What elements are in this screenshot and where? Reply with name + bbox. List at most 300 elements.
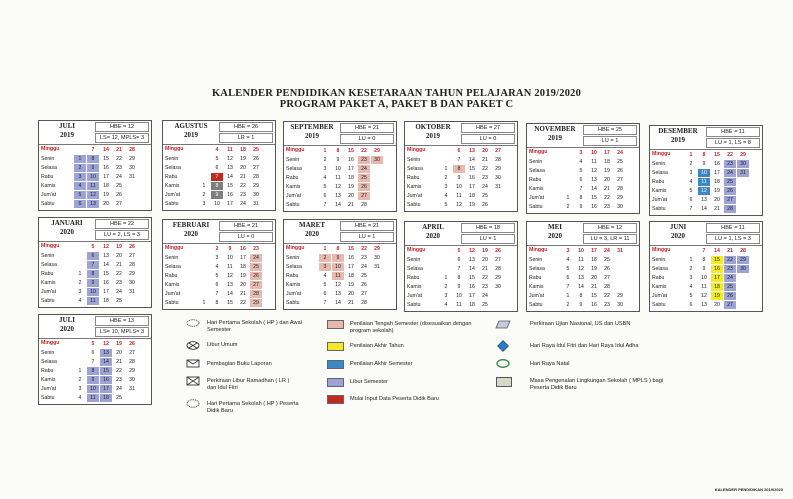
day-cell: 19 bbox=[714, 188, 720, 194]
month-info bbox=[219, 221, 273, 243]
day-cell: 31 bbox=[374, 264, 380, 270]
day-cell: 16 bbox=[103, 165, 109, 171]
day-cell: 27 bbox=[129, 253, 135, 259]
hbe-count: HBE = 21 bbox=[219, 221, 273, 231]
day-cell: 21 bbox=[116, 262, 122, 268]
day-cell: 8 bbox=[211, 182, 223, 190]
day-cell bbox=[198, 272, 210, 280]
day-cell bbox=[737, 187, 749, 195]
day-cell bbox=[126, 200, 138, 208]
day-cell: 12 bbox=[591, 168, 597, 174]
day-label: Selasa bbox=[652, 170, 668, 176]
day-cell: 22 bbox=[604, 195, 610, 201]
day-cell: 15 bbox=[591, 195, 597, 201]
day-cell bbox=[737, 178, 749, 186]
day-label: Jum'at bbox=[286, 193, 302, 199]
day-cell: 1 bbox=[202, 300, 206, 306]
day-cell: 9 bbox=[87, 164, 99, 172]
day-cell: 12 bbox=[456, 202, 462, 208]
day-cell: 17 bbox=[100, 385, 112, 393]
day-cell bbox=[126, 297, 138, 305]
day-cell bbox=[74, 261, 86, 269]
day-cell bbox=[614, 274, 626, 282]
day-cell: 22 bbox=[116, 368, 122, 374]
day-label: Jum'at bbox=[407, 293, 423, 299]
hbe-count: HBE = 12 bbox=[95, 122, 149, 132]
day-label: Jum'at bbox=[165, 291, 181, 297]
pas-swatch bbox=[327, 360, 344, 369]
week-number: 24 bbox=[617, 150, 623, 156]
day-cell: 10 bbox=[332, 263, 344, 271]
day-row bbox=[407, 274, 515, 282]
day-cell: 13 bbox=[87, 200, 99, 208]
day-cell: 12 bbox=[698, 187, 710, 195]
day-cell: 30 bbox=[129, 377, 135, 383]
day-cell bbox=[492, 192, 504, 200]
day-cell: 10 bbox=[698, 169, 710, 177]
week-number: 23 bbox=[253, 246, 259, 252]
week-number: 29 bbox=[374, 148, 380, 154]
week-number: 8 bbox=[336, 246, 340, 252]
month-info bbox=[461, 123, 515, 145]
day-cell: 28 bbox=[361, 300, 367, 306]
day-label: Sabtu bbox=[286, 202, 300, 208]
day-row bbox=[529, 194, 637, 202]
day-cell: 25 bbox=[482, 193, 488, 199]
day-cell: 25 bbox=[361, 273, 367, 279]
legend-pas: Penilaian Akhir Semester bbox=[350, 361, 413, 367]
day-cell: 27 bbox=[129, 350, 135, 356]
day-row bbox=[407, 156, 515, 164]
day-label: Kamis bbox=[407, 184, 422, 190]
week-number: 10 bbox=[591, 150, 597, 156]
day-cell: 7 bbox=[211, 173, 223, 181]
week-number: 21 bbox=[116, 147, 122, 153]
day-cell: 12 bbox=[701, 293, 707, 299]
day-cell: 24 bbox=[240, 201, 246, 207]
week-number: 27 bbox=[495, 148, 501, 154]
day-cell: 8 bbox=[579, 293, 583, 299]
hbe-count: HBE = 13 bbox=[95, 316, 149, 326]
day-row bbox=[165, 299, 273, 307]
day-label: Senin bbox=[407, 257, 421, 263]
day-cell: 26 bbox=[358, 183, 370, 191]
day-cell: 8 bbox=[87, 367, 99, 375]
day-cell bbox=[737, 301, 749, 309]
day-cell: 10 bbox=[456, 184, 462, 190]
day-cell: 13 bbox=[701, 197, 707, 203]
day-label: Selasa bbox=[41, 359, 57, 365]
page-title: KALENDER PENDIDIKAN KESETARAAN TAHUN PELAJARAN 2019/2020 bbox=[211, 88, 582, 99]
day-cell: 4 bbox=[323, 273, 327, 279]
day-label: Rabu bbox=[286, 175, 299, 181]
week-number: 25 bbox=[253, 147, 259, 153]
day-cell bbox=[74, 358, 86, 366]
day-cell: 27 bbox=[724, 301, 736, 309]
week-number: 26 bbox=[129, 341, 135, 347]
day-cell: 25 bbox=[250, 263, 262, 271]
calendar-maret-2020 bbox=[283, 219, 397, 310]
day-cell: 10 bbox=[87, 173, 99, 181]
day-cell: 1 bbox=[78, 368, 82, 374]
day-cell: 15 bbox=[103, 156, 109, 162]
day-cell: 28 bbox=[129, 359, 135, 365]
day-cell: 30 bbox=[617, 302, 623, 308]
day-cell: 16 bbox=[227, 192, 233, 198]
day-label: Sabtu bbox=[165, 300, 179, 306]
day-row bbox=[41, 367, 149, 375]
week-number: 13 bbox=[469, 148, 475, 154]
day-cell: 20 bbox=[714, 197, 720, 203]
day-cell: 24 bbox=[724, 274, 736, 282]
day-row bbox=[41, 270, 149, 278]
day-cell bbox=[198, 164, 210, 172]
week-number: 28 bbox=[740, 248, 746, 254]
week-label: Minggu bbox=[407, 247, 426, 253]
day-cell: 28 bbox=[617, 186, 623, 192]
day-cell: 3 bbox=[444, 184, 448, 190]
day-cell: 10 bbox=[227, 255, 233, 261]
day-cell: 11 bbox=[578, 257, 584, 263]
day-cell: 24 bbox=[482, 184, 488, 190]
day-row bbox=[165, 290, 273, 298]
day-cell: 8 bbox=[579, 195, 583, 201]
day-label: Jum'at bbox=[407, 193, 423, 199]
day-label: Jum'at bbox=[286, 291, 302, 297]
day-cell: 29 bbox=[737, 256, 749, 264]
day-row bbox=[407, 256, 515, 264]
day-cell bbox=[562, 185, 574, 193]
day-cell: 3 bbox=[319, 263, 331, 271]
day-label: Sabtu bbox=[529, 204, 543, 210]
day-cell: 6 bbox=[323, 193, 327, 199]
hp-symbol-icon bbox=[186, 319, 200, 327]
day-cell: 19 bbox=[240, 156, 246, 162]
week-number: 26 bbox=[129, 244, 135, 250]
day-cell: 21 bbox=[348, 202, 354, 208]
day-cell: 3 bbox=[78, 289, 82, 295]
week-row bbox=[407, 147, 515, 155]
day-cell: 1 bbox=[78, 271, 82, 277]
day-cell: 20 bbox=[348, 291, 354, 297]
day-cell: 15 bbox=[103, 271, 109, 277]
week-number: 15 bbox=[348, 246, 354, 252]
day-cell: 25 bbox=[116, 395, 122, 401]
day-cell: 9 bbox=[457, 284, 461, 290]
day-label: Selasa bbox=[529, 266, 545, 272]
day-row bbox=[529, 265, 637, 273]
day-cell: 22 bbox=[240, 300, 246, 306]
holiday-count: LU = 2, LS = 3 bbox=[95, 230, 149, 240]
day-label: Senin bbox=[529, 257, 543, 263]
day-label: Kamis bbox=[165, 183, 180, 189]
day-cell: 24 bbox=[724, 169, 736, 177]
day-cell: 13 bbox=[591, 177, 597, 183]
day-label: Kamis bbox=[41, 377, 56, 383]
day-label: Sabtu bbox=[41, 395, 55, 401]
day-cell: 25 bbox=[617, 159, 623, 165]
day-label: Sabtu bbox=[41, 298, 55, 304]
calendar-desember-2019 bbox=[649, 125, 763, 216]
day-row bbox=[286, 156, 394, 164]
day-label: Senin bbox=[652, 257, 666, 263]
day-cell: 16 bbox=[348, 157, 354, 163]
day-label: Jum'at bbox=[529, 293, 545, 299]
day-cell: 5 bbox=[444, 202, 448, 208]
day-cell bbox=[562, 176, 574, 184]
day-row bbox=[41, 288, 149, 296]
month-info bbox=[95, 122, 149, 144]
day-cell: 9 bbox=[87, 376, 99, 384]
day-cell: 30 bbox=[617, 204, 623, 210]
day-label: Kamis bbox=[41, 183, 56, 189]
day-cell bbox=[371, 272, 383, 280]
day-cell: 9 bbox=[87, 279, 99, 287]
day-row bbox=[529, 274, 637, 282]
day-cell: 19 bbox=[591, 266, 597, 272]
day-cell: 28 bbox=[361, 202, 367, 208]
week-row bbox=[41, 340, 149, 348]
pat-swatch bbox=[327, 342, 344, 351]
day-cell: 17 bbox=[348, 166, 354, 172]
week-number: 5 bbox=[457, 248, 461, 254]
day-label: Selasa bbox=[407, 166, 423, 172]
day-cell bbox=[492, 292, 504, 300]
day-label: Kamis bbox=[652, 188, 667, 194]
day-cell: 4 bbox=[689, 179, 693, 185]
day-cell: 29 bbox=[250, 299, 262, 307]
day-label: Jum'at bbox=[41, 289, 57, 295]
day-label: Selasa bbox=[286, 264, 302, 270]
calendar-header bbox=[163, 220, 275, 244]
day-label: Jum'at bbox=[41, 192, 57, 198]
day-cell bbox=[371, 201, 383, 209]
week-number: 6 bbox=[457, 148, 461, 154]
week-number: 15 bbox=[714, 152, 720, 158]
week-row bbox=[529, 247, 637, 255]
day-label: Jum'at bbox=[41, 386, 57, 392]
day-label: Sabtu bbox=[652, 302, 666, 308]
legend-lr: Perkiraan Libur Ramadhan ( LR ) dan Idul Fitri bbox=[207, 378, 290, 391]
day-label: Jum'at bbox=[652, 197, 668, 203]
day-row bbox=[652, 274, 760, 282]
day-label: Selasa bbox=[407, 266, 423, 272]
day-cell: 4 bbox=[444, 302, 448, 308]
calendar-juli-2019 bbox=[38, 120, 152, 211]
day-cell: 20 bbox=[714, 302, 720, 308]
day-cell: 22 bbox=[240, 183, 246, 189]
day-cell: 24 bbox=[361, 264, 367, 270]
calendar-header bbox=[527, 124, 639, 148]
month-name: MEI 2020 bbox=[548, 223, 562, 240]
day-label: Kamis bbox=[286, 184, 301, 190]
day-cell bbox=[74, 252, 86, 260]
day-cell: 19 bbox=[348, 282, 354, 288]
day-label: Sabtu bbox=[407, 202, 421, 208]
day-cell: 16 bbox=[469, 284, 475, 290]
day-cell: 6 bbox=[91, 350, 95, 356]
holiday-count: LS= 12, MPLS= 3 bbox=[95, 133, 149, 143]
day-cell bbox=[440, 256, 452, 264]
day-cell: 7 bbox=[91, 359, 95, 365]
calendar-juli-2020 bbox=[38, 314, 152, 405]
day-row bbox=[529, 185, 637, 193]
day-row bbox=[286, 299, 394, 307]
day-row bbox=[652, 187, 760, 195]
day-cell: 23 bbox=[724, 160, 736, 168]
day-cell: 11 bbox=[456, 193, 462, 199]
month-name: JULI 2019 bbox=[59, 122, 75, 139]
day-cell bbox=[371, 192, 383, 200]
day-cell bbox=[371, 290, 383, 298]
day-cell: 23 bbox=[482, 175, 488, 181]
week-row bbox=[165, 146, 273, 154]
day-cell: 2 bbox=[323, 157, 327, 163]
day-row bbox=[41, 252, 149, 260]
day-label: Sabtu bbox=[652, 206, 666, 212]
day-cell bbox=[198, 290, 210, 298]
day-cell: 10 bbox=[214, 201, 220, 207]
calendar-oktober-2019 bbox=[404, 121, 518, 212]
day-cell: 24 bbox=[116, 289, 122, 295]
week-number: 3 bbox=[579, 150, 583, 156]
day-row bbox=[165, 191, 273, 199]
calendar-header bbox=[405, 222, 517, 246]
day-cell bbox=[614, 256, 626, 264]
week-label: Minggu bbox=[652, 247, 671, 253]
month-info bbox=[219, 122, 273, 144]
day-cell: 7 bbox=[689, 206, 693, 212]
day-cell: 12 bbox=[335, 282, 341, 288]
day-cell: 2 bbox=[444, 284, 448, 290]
month-info bbox=[95, 219, 149, 241]
day-cell: 6 bbox=[689, 197, 693, 203]
month-name: MARET 2020 bbox=[298, 221, 326, 238]
week-number: 5 bbox=[91, 341, 95, 347]
day-row bbox=[41, 297, 149, 305]
month-info bbox=[706, 127, 760, 149]
holiday-count: LR = 1 bbox=[219, 133, 273, 143]
legend-hpb: Hari Pertama Sekolah ( HP ) Peserta Didik Baru bbox=[207, 401, 299, 414]
day-cell: 18 bbox=[100, 394, 112, 402]
day-row bbox=[407, 165, 515, 173]
day-row bbox=[165, 281, 273, 289]
day-row bbox=[529, 158, 637, 166]
calendar-november-2019 bbox=[526, 123, 640, 214]
week-number: 29 bbox=[740, 152, 746, 158]
day-cell: 19 bbox=[469, 202, 475, 208]
day-cell: 3 bbox=[74, 173, 86, 181]
day-label: Senin bbox=[165, 255, 179, 261]
day-cell: 23 bbox=[482, 284, 488, 290]
pbl-symbol-icon bbox=[186, 359, 200, 368]
legend-unas: Perkiraan Ujian Nasional, US dan USBN bbox=[530, 321, 631, 327]
week-number: 15 bbox=[348, 148, 354, 154]
week-number: 3 bbox=[566, 248, 570, 254]
day-cell: 12 bbox=[87, 191, 99, 199]
hpb-symbol-icon bbox=[186, 399, 200, 408]
hbe-count: HBE = 25 bbox=[583, 125, 637, 135]
week-number: 18 bbox=[240, 147, 246, 153]
day-label: Kamis bbox=[407, 284, 422, 290]
day-cell: 28 bbox=[495, 266, 501, 272]
day-label: Sabtu bbox=[286, 300, 300, 306]
day-cell: 10 bbox=[87, 385, 99, 393]
day-cell: 23 bbox=[361, 255, 367, 261]
day-cell: 24 bbox=[482, 293, 488, 299]
day-row bbox=[652, 205, 760, 213]
day-cell: 31 bbox=[129, 174, 135, 180]
day-cell: 3 bbox=[444, 293, 448, 299]
day-cell: 18 bbox=[348, 273, 354, 279]
day-row bbox=[529, 301, 637, 309]
day-cell: 6 bbox=[457, 257, 461, 263]
day-label: Rabu bbox=[407, 175, 420, 181]
day-row bbox=[165, 173, 273, 181]
day-cell: 11 bbox=[87, 394, 99, 402]
day-cell: 14 bbox=[335, 300, 341, 306]
day-cell: 10 bbox=[87, 288, 99, 296]
hbe-count: HBE = 18 bbox=[461, 223, 515, 233]
day-cell: 24 bbox=[358, 165, 370, 173]
day-label: Senin bbox=[652, 161, 666, 167]
calendar-mei-2020 bbox=[526, 221, 640, 312]
day-cell: 17 bbox=[469, 293, 475, 299]
month-name: JUNI 2020 bbox=[669, 223, 687, 240]
day-cell: 22 bbox=[482, 275, 488, 281]
month-name: AGUSTUS 2019 bbox=[174, 122, 208, 139]
day-label: Sabtu bbox=[41, 201, 55, 207]
week-number: 21 bbox=[727, 248, 733, 254]
legend-natal: Hari Raya Natal bbox=[530, 361, 570, 367]
day-row bbox=[286, 290, 394, 298]
day-cell: 11 bbox=[701, 284, 707, 290]
day-cell: 16 bbox=[103, 280, 109, 286]
footer-note: KALENDER PENDIDIKAN 2019/2020 bbox=[714, 487, 783, 492]
day-cell: 6 bbox=[579, 177, 583, 183]
legend-lu: Libur Umum bbox=[207, 342, 238, 348]
calendar-januari-2020 bbox=[38, 217, 152, 308]
day-cell: 13 bbox=[701, 302, 707, 308]
day-row bbox=[41, 164, 149, 172]
day-cell: 5 bbox=[215, 273, 219, 279]
week-number: 12 bbox=[103, 341, 109, 347]
month-info bbox=[461, 223, 515, 245]
day-cell: 21 bbox=[348, 300, 354, 306]
week-label: Minggu bbox=[41, 243, 60, 249]
day-cell: 19 bbox=[604, 168, 610, 174]
day-cell bbox=[614, 265, 626, 273]
day-cell: 2 bbox=[78, 280, 82, 286]
day-cell: 28 bbox=[129, 262, 135, 268]
day-cell: 11 bbox=[335, 175, 341, 181]
day-cell: 18 bbox=[711, 283, 723, 291]
day-cell: 23 bbox=[358, 156, 370, 164]
month-name: JANUARI 2020 bbox=[51, 219, 83, 236]
day-label: Sabtu bbox=[407, 302, 421, 308]
hbe-count: HBE = 22 bbox=[95, 219, 149, 229]
day-cell: 16 bbox=[591, 302, 597, 308]
month-name: DESEMBER 2019 bbox=[658, 127, 698, 144]
day-cell: 27 bbox=[604, 275, 610, 281]
day-cell: 14 bbox=[701, 206, 707, 212]
day-cell: 22 bbox=[482, 166, 488, 172]
day-cell: 14 bbox=[469, 157, 475, 163]
week-number: 2 bbox=[215, 246, 219, 252]
day-cell: 23 bbox=[240, 192, 246, 198]
calendar-header bbox=[650, 126, 762, 150]
day-label: Selasa bbox=[529, 168, 545, 174]
